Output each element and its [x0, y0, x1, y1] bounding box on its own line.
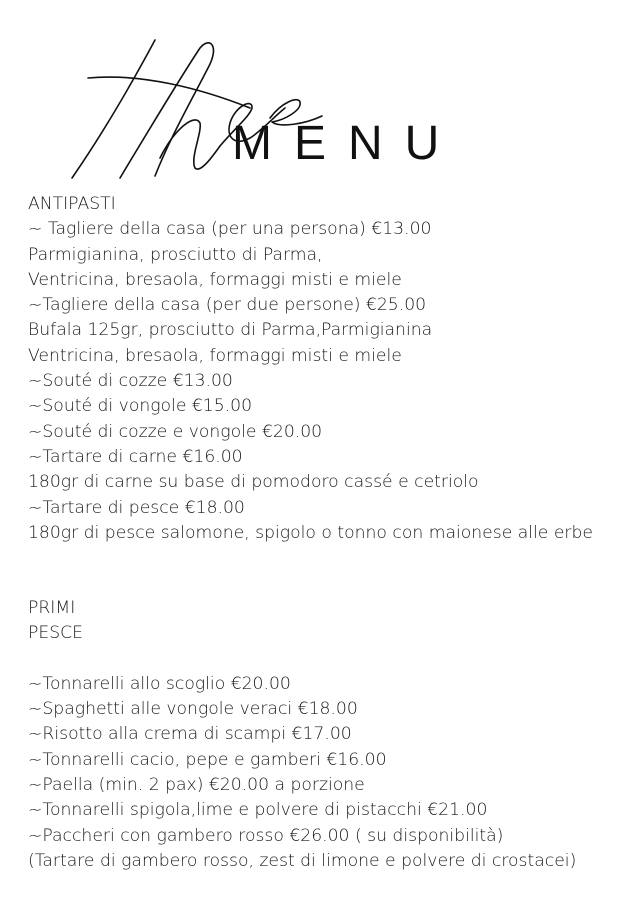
menu-line: ~Souté di cozze e vongole €20.00	[28, 421, 323, 442]
spacer	[28, 546, 628, 596]
menu-line: Ventricina, bresaola, formaggi misti e miele	[28, 269, 402, 290]
menu-line: ~Tonnarelli allo scoglio €20.00	[28, 673, 291, 694]
menu-title: MENU	[232, 117, 462, 170]
menu-line: ~Souté di vongole €15.00	[28, 396, 253, 417]
menu-line: ~Paccheri con gambero rosso €26.00 ( su disponibilità)	[28, 825, 504, 846]
menu-line: ~Risotto alla crema di scampi €17.00	[28, 724, 352, 745]
menu-line: ~ Tagliere della casa (per una persona) €13.00	[28, 219, 432, 240]
menu-line: ~Tagliere della casa (per due persone) €25.00	[28, 295, 427, 316]
menu-line: Ventricina, bresaola, formaggi misti e miele	[28, 345, 402, 366]
section-subheading-pesce: PESCE	[28, 623, 83, 644]
menu-line: Bufala 125gr, prosciutto di Parma,Parmigianina	[28, 320, 433, 341]
menu-line: 180gr di pesce salomone, spigolo o tonno con maionese alle erbe	[28, 522, 593, 543]
menu-line: ~Paella (min. 2 pax) €20.00 a porzione	[28, 774, 365, 795]
section-heading-primi: PRIMI	[28, 598, 76, 619]
section-heading-antipasti: ANTIPASTI	[28, 194, 116, 214]
menu-line: 180gr di carne su base di pomodoro cassé e cetriolo	[28, 472, 479, 493]
menu-content	[28, 192, 628, 874]
menu-line: Parmigianina, prosciutto di Parma,	[28, 244, 323, 265]
menu-line: ~Spaghetti alle vongole veraci €18.00	[28, 699, 358, 720]
spacer	[28, 647, 628, 672]
menu-line: ~Souté di cozze €13.00	[28, 371, 233, 392]
menu-line: (Tartare di gambero rosso, zest di limone e polvere di crostacei)	[28, 850, 577, 871]
menu-line: ~Tonnarelli spigola,lime e polvere di pistacchi €21.00	[28, 800, 488, 821]
menu-line: ~Tartare di carne €16.00	[28, 446, 243, 467]
menu-line: ~Tartare di pesce €18.00	[28, 497, 245, 518]
menu-line: ~Tonnarelli cacio, pepe e gamberi €16.00	[28, 749, 387, 770]
